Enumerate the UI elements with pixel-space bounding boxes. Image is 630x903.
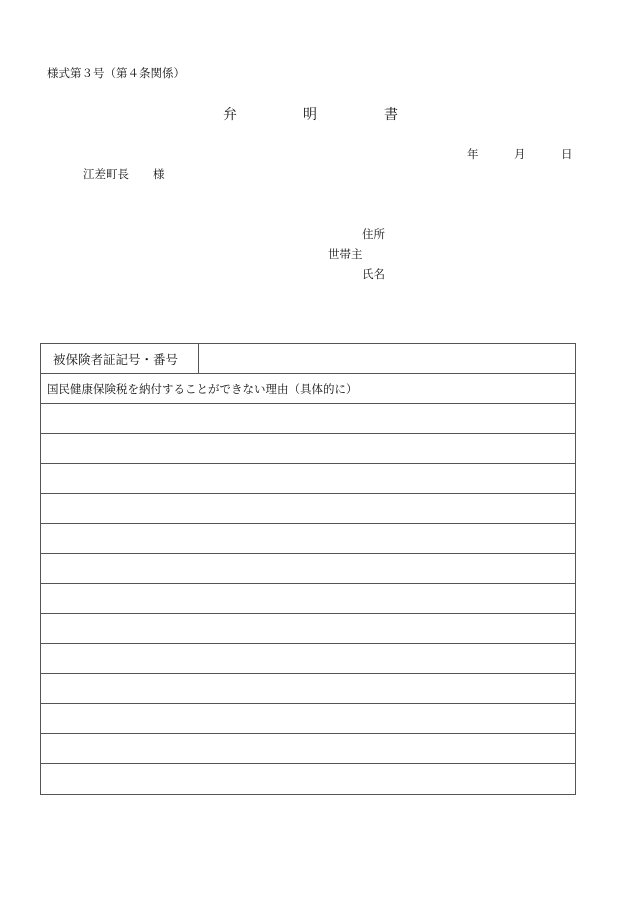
- reason-line[interactable]: [41, 554, 575, 584]
- addressee-name: 江差町長: [83, 167, 129, 181]
- reason-label: 国民健康保険税を納付することができない理由（具体的に）: [41, 374, 575, 404]
- reason-line[interactable]: [41, 734, 575, 764]
- reason-line[interactable]: [41, 464, 575, 494]
- insured-number-label: 被保険者証記号・番号: [41, 344, 199, 373]
- date-day-label: 日: [561, 147, 573, 161]
- document-title-char-3: 書: [384, 107, 398, 123]
- reason-line[interactable]: [41, 494, 575, 524]
- reason-line[interactable]: [41, 614, 575, 644]
- reason-line[interactable]: [41, 434, 575, 464]
- reason-line[interactable]: [41, 674, 575, 704]
- document-title-char-2: 明: [303, 107, 317, 123]
- form-table: [40, 343, 576, 795]
- reason-line[interactable]: [41, 644, 575, 674]
- date-month-label: 月: [514, 147, 526, 161]
- form-number: 様式第３号（第４条関係）: [47, 66, 185, 80]
- insured-number-field[interactable]: [199, 344, 575, 373]
- document-title-char-1: 弁: [223, 107, 237, 123]
- insured-number-row: [41, 344, 575, 374]
- addressee-honorific: 様: [153, 167, 165, 181]
- name-label: 氏名: [362, 267, 385, 281]
- reason-line[interactable]: [41, 704, 575, 734]
- reason-line[interactable]: [41, 764, 575, 794]
- household-head-label: 世帯主: [328, 247, 363, 261]
- reason-lines: [41, 404, 575, 794]
- date-year-label: 年: [467, 147, 479, 161]
- reason-line[interactable]: [41, 524, 575, 554]
- reason-line[interactable]: [41, 584, 575, 614]
- reason-line[interactable]: [41, 404, 575, 434]
- address-label: 住所: [362, 227, 385, 241]
- addressee: [83, 166, 165, 182]
